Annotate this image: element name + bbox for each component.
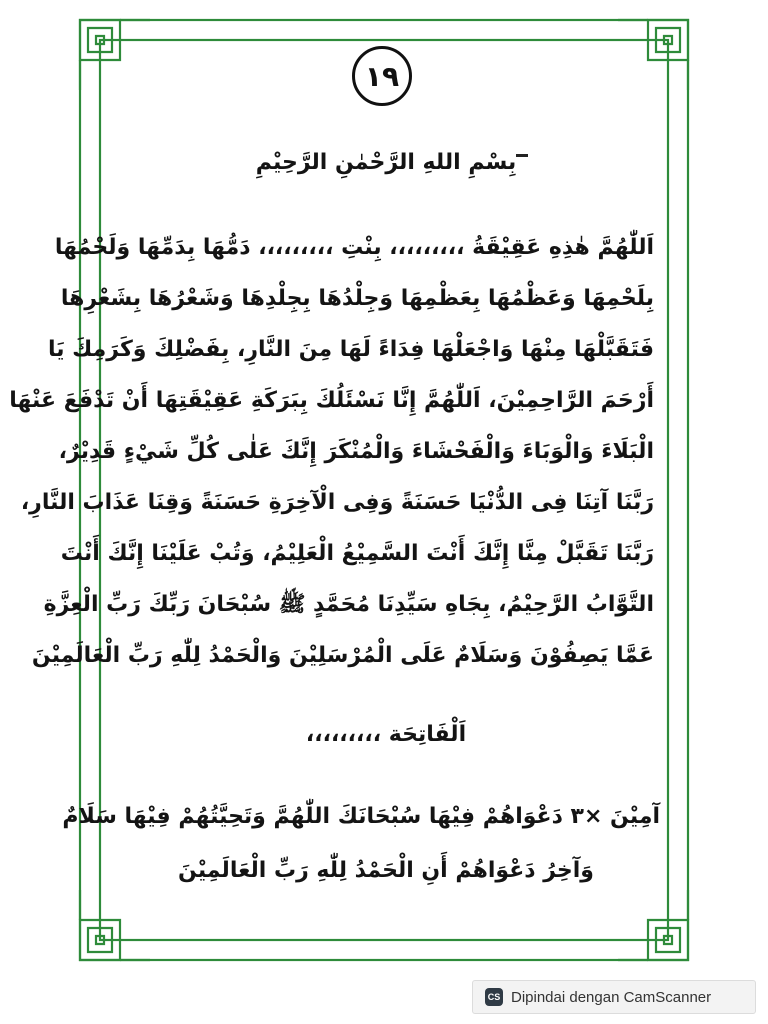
basmala-heading: بِسْمِ اللهِ الرَّحْمٰنِ الرَّحِيْمِ: [255, 150, 517, 175]
corner-ornament-bottom-right: [618, 890, 688, 960]
prayer-paragraph: [9, 222, 654, 681]
prayer-line: فَتَقَبَّلْهَا مِنْهَا وَاجْعَلْهَا فِدَاءً لَهَا مِنَ النَّارِ، بِفَضْلِكَ وَكَرَمِكَ يَا: [48, 337, 654, 362]
corner-ornament-top-right: [618, 20, 688, 90]
prayer-line: رَبَّنَا تَقَبَّلْ مِنَّا إِنَّكَ أَنْتَ السَّمِيْعُ الْعَلِيْمُ، وَتُبْ عَلَيْنَا إِنَّكَ أَنْتَ: [60, 541, 654, 566]
corner-ornament-bottom-left: [80, 890, 150, 960]
prayer-line: اَللّٰهُمَّ هٰذِهِ عَقِيْقَةُ ،،،،،،،،، بِنْتِ ،،،،،،،،، دَمُّهَا بِدَمِّهَا وَلَحْمُهَا: [54, 235, 654, 260]
camscanner-logo-icon: CS: [485, 988, 503, 1006]
camscanner-label: Dipindai dengan CamScanner: [511, 988, 712, 1006]
page-number-badge: ١٩: [352, 46, 412, 106]
prayer-line: عَمَّا يَصِفُوْنَ وَسَلَامٌ عَلَى الْمُرْسَلِيْنَ وَالْحَمْدُ لِلّٰهِ رَبِّ الْعَالَمِيْنَ: [31, 643, 654, 668]
closing-paragraph: [62, 790, 660, 898]
closing-line: وَآخِرُ دَعْوَاهُمْ أَنِ الْحَمْدُ لِلّٰهِ رَبِّ الْعَالَمِيْنَ: [178, 858, 594, 883]
corner-ornament-top-left: [80, 20, 150, 90]
prayer-line: الْبَلَاءَ وَالْوَبَاءَ وَالْفَحْشَاءَ وَالْمُنْكَرَ إِنَّكَ عَلٰى كُلِّ شَيْءٍ قَدِيْرٌ،: [58, 439, 654, 464]
fatiha-heading: اَلْفَاتِحَة ،،،،،،،،،: [305, 722, 467, 747]
prayer-line: بِلَحْمِهَا وَعَظْمُهَا بِعَظْمِهَا وَجِلْدُهَا بِجِلْدِهَا وَشَعْرُهَا بِشَعْرِهَا: [60, 286, 654, 311]
prayer-line: أَرْحَمَ الرَّاحِمِيْنَ، اَللّٰهُمَّ إِنَّا نَسْئَلُكَ بِبَرَكَةِ عَقِيْقَتِهَا أَنْ تَدْفَعَ عَنْهَا: [9, 388, 654, 413]
camscanner-watermark: [472, 980, 756, 1014]
prayer-line: رَبَّنَا آتِنَا فِى الدُّنْيَا حَسَنَةً وَفِى الْآخِرَةِ حَسَنَةً وَقِنَا عَذَابَ النَّارِ،: [20, 490, 654, 515]
prayer-line: التَّوَّابُ الرَّحِيْمُ، بِجَاهِ سَيِّدِنَا مُحَمَّدٍ ﷺ سُبْحَانَ رَبِّكَ رَبِّ الْعِزَّةِ: [43, 592, 654, 617]
closing-line: آمِيْنَ ×٣ دَعْوَاهُمْ فِيْهَا سُبْحَانَكَ اللّٰهُمَّ وَتَحِيَّتُهُمْ فِيْهَا سَلَامٌ: [62, 804, 660, 829]
